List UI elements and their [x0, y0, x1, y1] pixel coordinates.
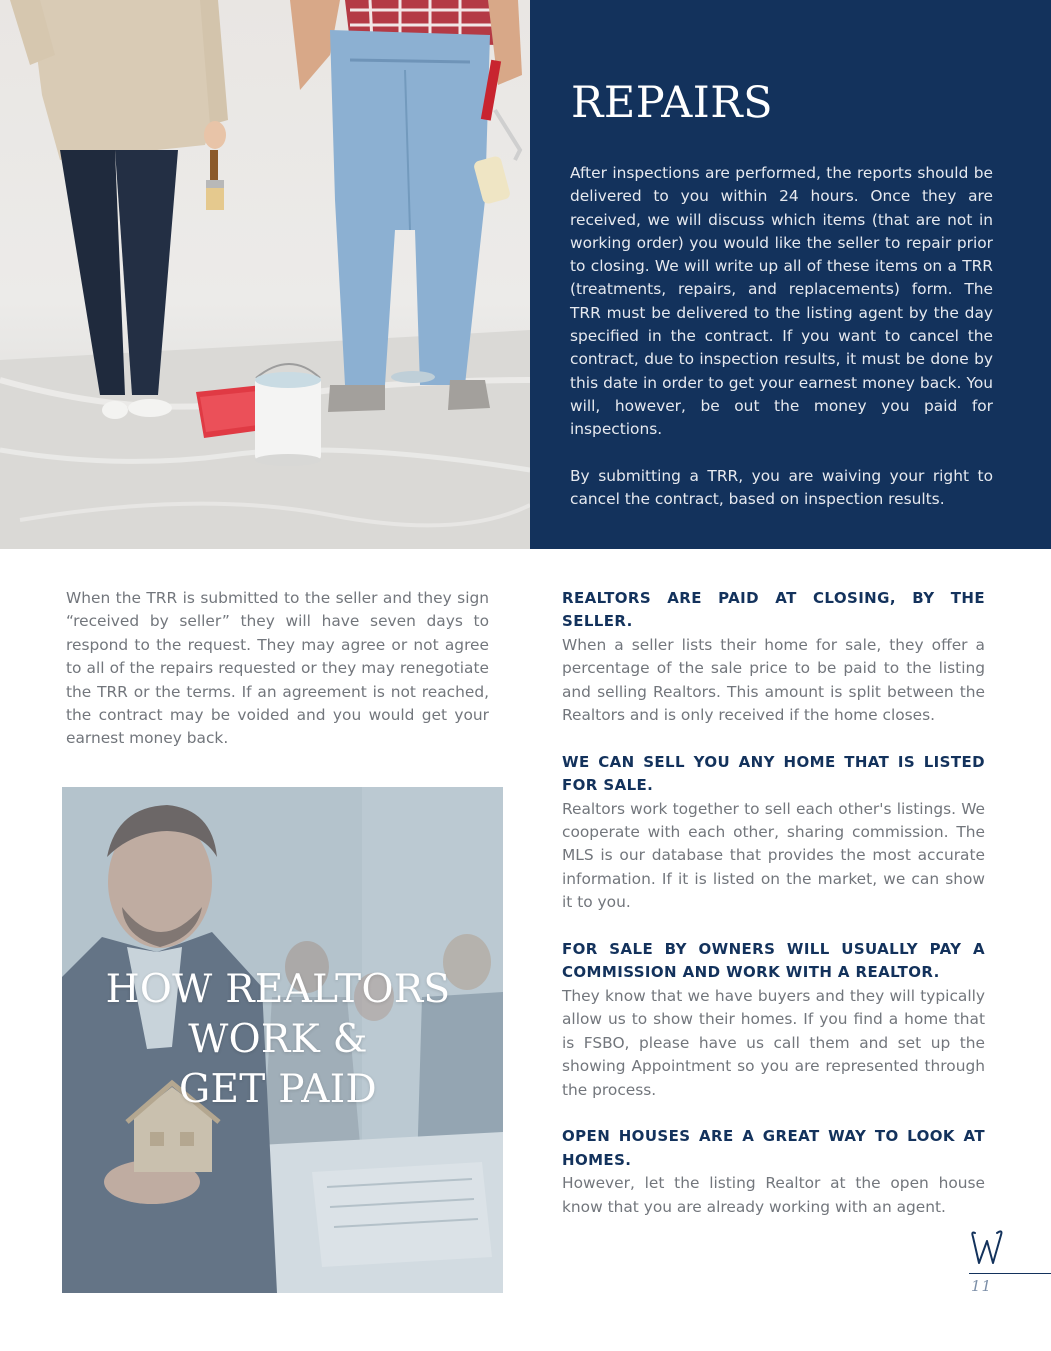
- section-heading: FOR SALE BY OWNERS WILL USUALLY PAY A COMMISSION AND WORK WITH A REALTOR.: [562, 940, 985, 982]
- repairs-title: REPAIRS: [571, 78, 774, 128]
- repairs-panel: [530, 0, 1051, 549]
- footer-divider: [969, 1273, 1051, 1274]
- section-body: When a seller lists their home for sale, they offer a percentage of the sale price to be paid to the listing and selling Realtors. This amount is split between the Realtors and is only received if the home closes.: [562, 635, 985, 725]
- section-body: Realtors work together to sell each other's listings. We cooperate with each other, sharing commission. The MLS is our database that provides the most accurate information. If it is listed on the market, we can show it to you.: [562, 799, 985, 912]
- section-heading: REALTORS ARE PAID AT CLOSING, BY THE SELLER.: [562, 589, 985, 631]
- section-body: However, let the listing Realtor at the open house know that you are already working with an agent.: [562, 1174, 985, 1216]
- photo-couple-painting: [0, 0, 530, 549]
- trr-response-paragraph: When the TRR is submitted to the seller and they sign “received by seller” they will have seven days to respond to the request. They may agree or not agree to all of the repairs requested or they may renegotiate the TRR or the terms. If an agreement is not reached, the contract may be voided and you would get your earnest money back.: [66, 589, 489, 748]
- brand-logo: [967, 1225, 1007, 1271]
- photo-couple-painting-art: [0, 0, 530, 549]
- section-heading: OPEN HOUSES ARE A GREAT WAY TO LOOK AT HOMES.: [562, 1127, 985, 1169]
- w-logo-icon: [967, 1225, 1007, 1271]
- paint-can-icon: [255, 364, 321, 466]
- section-open-houses: [562, 1125, 985, 1219]
- section-paid-at-closing: [562, 587, 985, 727]
- how-realtors-title-line-2: WORK &: [188, 1017, 368, 1062]
- repairs-paragraph-2: By submitting a TRR, you are waiving your right to cancel the contract, based on inspection results.: [570, 466, 993, 509]
- section-fsbo: [562, 938, 985, 1102]
- paint-tray-icon: [196, 385, 262, 438]
- realtor-facts-column: [562, 587, 985, 1242]
- page-number: 11: [971, 1277, 993, 1295]
- repairs-body: [570, 162, 993, 535]
- repairs-paragraph-1: After inspections are performed, the reports should be delivered to you within 24 hours. Once they are received, we will discuss which items (that are not in working order) you would like the seller to repair prior to closing. We will write up all of these items on a TRR (treatments, repairs, and replacements) form. The TRR must be delivered to the listing agent by the day specified in the contract. If you want to cancel the contract, due to inspection results, it must be done by this date in order to get your earnest money back. You will, however, be out the money you paid for inspections.: [570, 164, 993, 439]
- how-realtors-title-line-3: GET PAID: [179, 1067, 377, 1112]
- paint-brush-icon: [206, 150, 224, 210]
- how-realtors-title: [0, 965, 556, 1115]
- how-realtors-title-line-1: HOW REALTORS: [105, 967, 451, 1012]
- section-heading: WE CAN SELL YOU ANY HOME THAT IS LISTED FOR SALE.: [562, 752, 985, 795]
- section-body: They know that we have buyers and they will typically allow us to show their homes. If you find a home that is FSBO, please have us call them and set up the showing Appointment so you are represented through the process.: [562, 986, 985, 1099]
- section-sell-any-home: [562, 751, 985, 915]
